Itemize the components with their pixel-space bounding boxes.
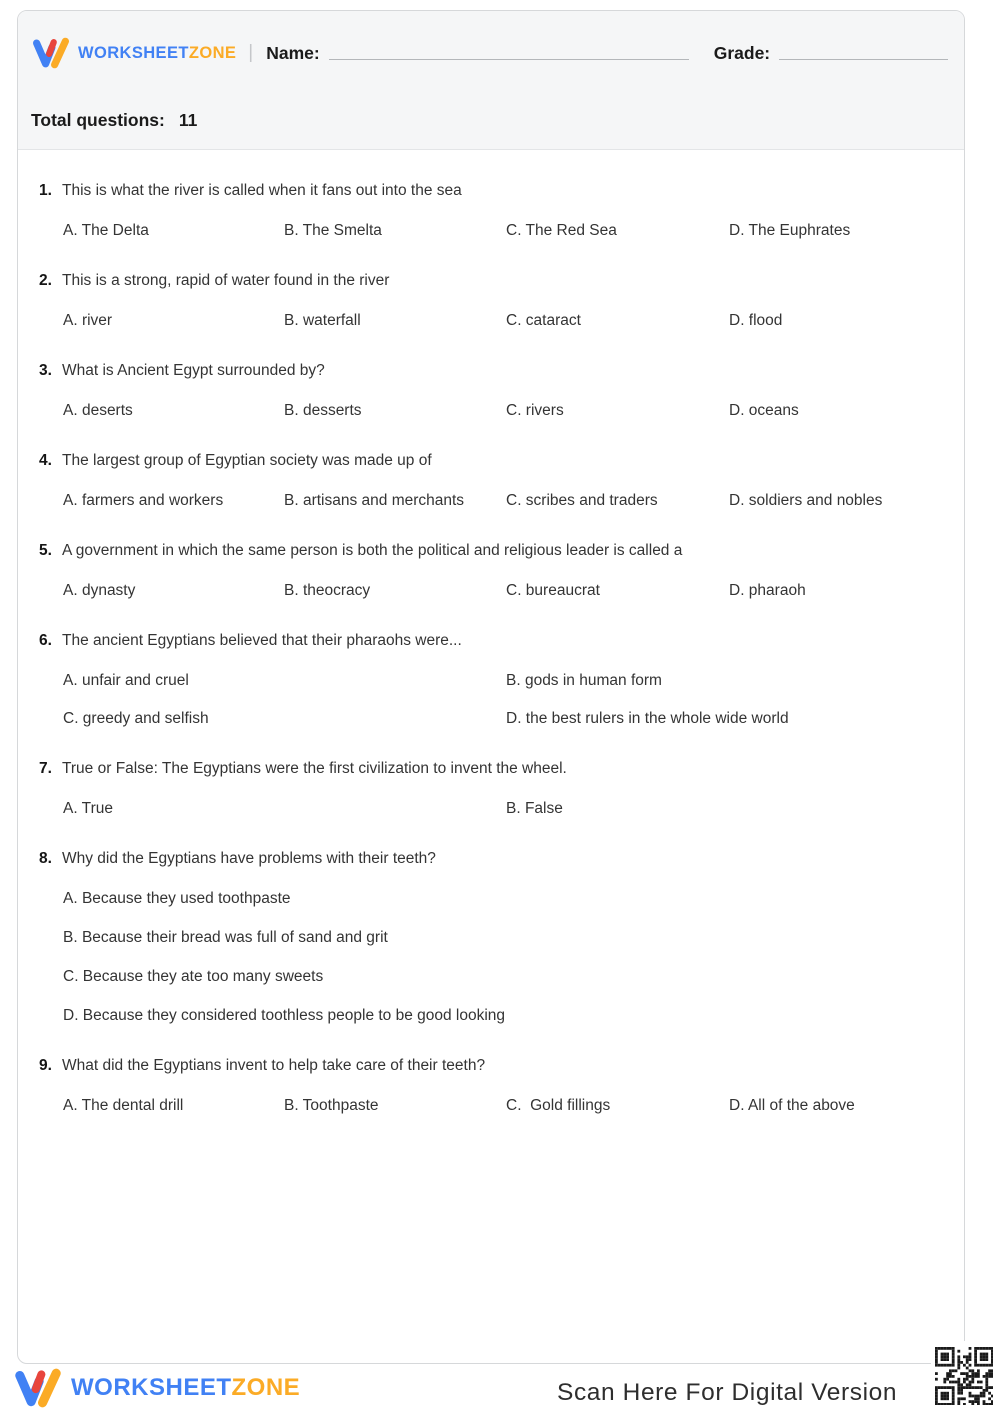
total-questions-value: 11 — [178, 110, 198, 130]
footer-worksheetzone-logo — [13, 1365, 300, 1411]
answer-option: D. All of the above — [729, 1097, 855, 1114]
question-head — [39, 631, 942, 651]
answer-option: C. rivers — [506, 402, 564, 419]
question-text: What did the Egyptians invent to help take care of their teeth? — [62, 1057, 486, 1074]
footer-logo-text-zone: ZONE — [231, 1374, 301, 1401]
answer-option: B. desserts — [284, 402, 362, 419]
question-6 — [39, 631, 942, 729]
question-head — [39, 849, 942, 869]
answer-options — [63, 311, 942, 331]
question-text: True or False: The Egyptians were the first civilization to invent the wheel. — [62, 760, 567, 777]
name-write-line — [329, 40, 689, 60]
questions-list — [18, 150, 964, 1116]
question-number: 7. — [39, 760, 52, 777]
question-1 — [39, 181, 942, 241]
answer-option: C. cataract — [506, 312, 581, 329]
question-head — [39, 759, 942, 779]
question-2 — [39, 271, 942, 331]
answer-option: A. Because they used toothpaste — [63, 890, 291, 907]
question-4 — [39, 451, 942, 511]
answer-option: C. Because they ate too many sweets — [63, 968, 324, 985]
answer-option: D. soldiers and nobles — [729, 492, 883, 509]
question-number: 5. — [39, 542, 52, 559]
answer-option: D. flood — [729, 312, 783, 329]
question-number: 3. — [39, 362, 52, 379]
answer-option: C. scribes and traders — [506, 492, 658, 509]
question-number: 6. — [39, 632, 52, 649]
answer-option: B. The Smelta — [284, 222, 382, 239]
question-9 — [39, 1056, 942, 1116]
question-head — [39, 181, 942, 201]
answer-option: C. bureaucrat — [506, 582, 600, 599]
question-number: 9. — [39, 1057, 52, 1074]
question-head — [39, 361, 942, 381]
answer-option: B. False — [506, 800, 563, 817]
answer-option: C. greedy and selfish — [63, 710, 209, 727]
answer-option: A. True — [63, 800, 113, 817]
answer-option: D. the best rulers in the whole wide world — [506, 710, 789, 727]
grade-write-line — [779, 40, 948, 60]
question-text: A government in which the same person is both the political and religious leader is called a — [62, 542, 683, 559]
grade-label: Grade: — [713, 42, 771, 63]
header-divider: | — [248, 42, 254, 63]
question-5 — [39, 541, 942, 601]
question-head — [39, 1056, 942, 1076]
answer-option: D. Because they considered toothless people to be good looking — [63, 1007, 506, 1024]
total-questions — [31, 110, 197, 131]
question-text: This is a strong, rapid of water found in the river — [62, 272, 390, 289]
worksheetzone-logo-text — [78, 44, 236, 63]
answer-option: D. The Euphrates — [729, 222, 851, 239]
scan-here-text: Scan Here For Digital Version — [557, 1379, 898, 1406]
worksheetzone-logo-icon — [31, 35, 71, 71]
answer-option: A. dynasty — [63, 582, 136, 599]
answer-option: A. The Delta — [63, 222, 149, 239]
question-head — [39, 541, 942, 561]
total-questions-label: Total questions: — [31, 110, 165, 130]
answer-options — [63, 221, 942, 241]
worksheetzone-logo — [31, 35, 236, 71]
answer-option: A. deserts — [63, 402, 133, 419]
answer-option: B. Because their bread was full of sand and grit — [63, 929, 388, 946]
answer-option: B. artisans and merchants — [284, 492, 465, 509]
question-number: 8. — [39, 850, 52, 867]
question-text: What is Ancient Egypt surrounded by? — [62, 362, 325, 379]
answer-option: B. theocracy — [284, 582, 371, 599]
question-number: 1. — [39, 182, 52, 199]
sheet-header — [18, 11, 964, 150]
answer-option: A. The dental drill — [63, 1097, 184, 1114]
question-number: 2. — [39, 272, 52, 289]
question-head — [39, 271, 942, 291]
logo-text-worksheet: WORKSHEET — [78, 43, 189, 62]
qr-code-icon — [931, 1341, 997, 1411]
header-row — [31, 33, 948, 73]
footer-worksheetzone-logo-icon — [13, 1365, 63, 1411]
answer-option: B. Toothpaste — [284, 1097, 379, 1114]
answer-option: D. oceans — [729, 402, 799, 419]
answer-options — [63, 671, 942, 729]
answer-option: B. gods in human form — [506, 672, 662, 689]
question-7 — [39, 759, 942, 819]
answer-options — [63, 581, 942, 601]
name-label: Name: — [266, 42, 320, 63]
footer-logo-text — [71, 1374, 300, 1402]
logo-text-zone: ZONE — [188, 43, 237, 62]
worksheet-sheet — [17, 10, 965, 1364]
footer-logo-text-worksheet: WORKSHEET — [71, 1374, 232, 1401]
answer-option: C. Gold fillings — [506, 1097, 611, 1114]
question-text: This is what the river is called when it fans out into the sea — [62, 182, 462, 199]
question-3 — [39, 361, 942, 421]
answer-option: B. waterfall — [284, 312, 361, 329]
answer-options — [63, 491, 942, 511]
question-number: 4. — [39, 452, 52, 469]
answer-options — [63, 799, 942, 819]
question-text: Why did the Egyptians have problems with their teeth? — [62, 850, 436, 867]
question-8 — [39, 849, 942, 1026]
answer-options — [63, 889, 942, 1026]
question-text: The largest group of Egyptian society was made up of — [62, 452, 432, 469]
answer-option: A. farmers and workers — [63, 492, 224, 509]
question-head — [39, 451, 942, 471]
answer-options — [63, 1096, 942, 1116]
answer-options — [63, 401, 942, 421]
answer-option: A. river — [63, 312, 113, 329]
answer-option: A. unfair and cruel — [63, 672, 189, 689]
question-text: The ancient Egyptians believed that their pharaohs were... — [62, 632, 462, 649]
answer-option: C. The Red Sea — [506, 222, 617, 239]
answer-option: D. pharaoh — [729, 582, 806, 599]
